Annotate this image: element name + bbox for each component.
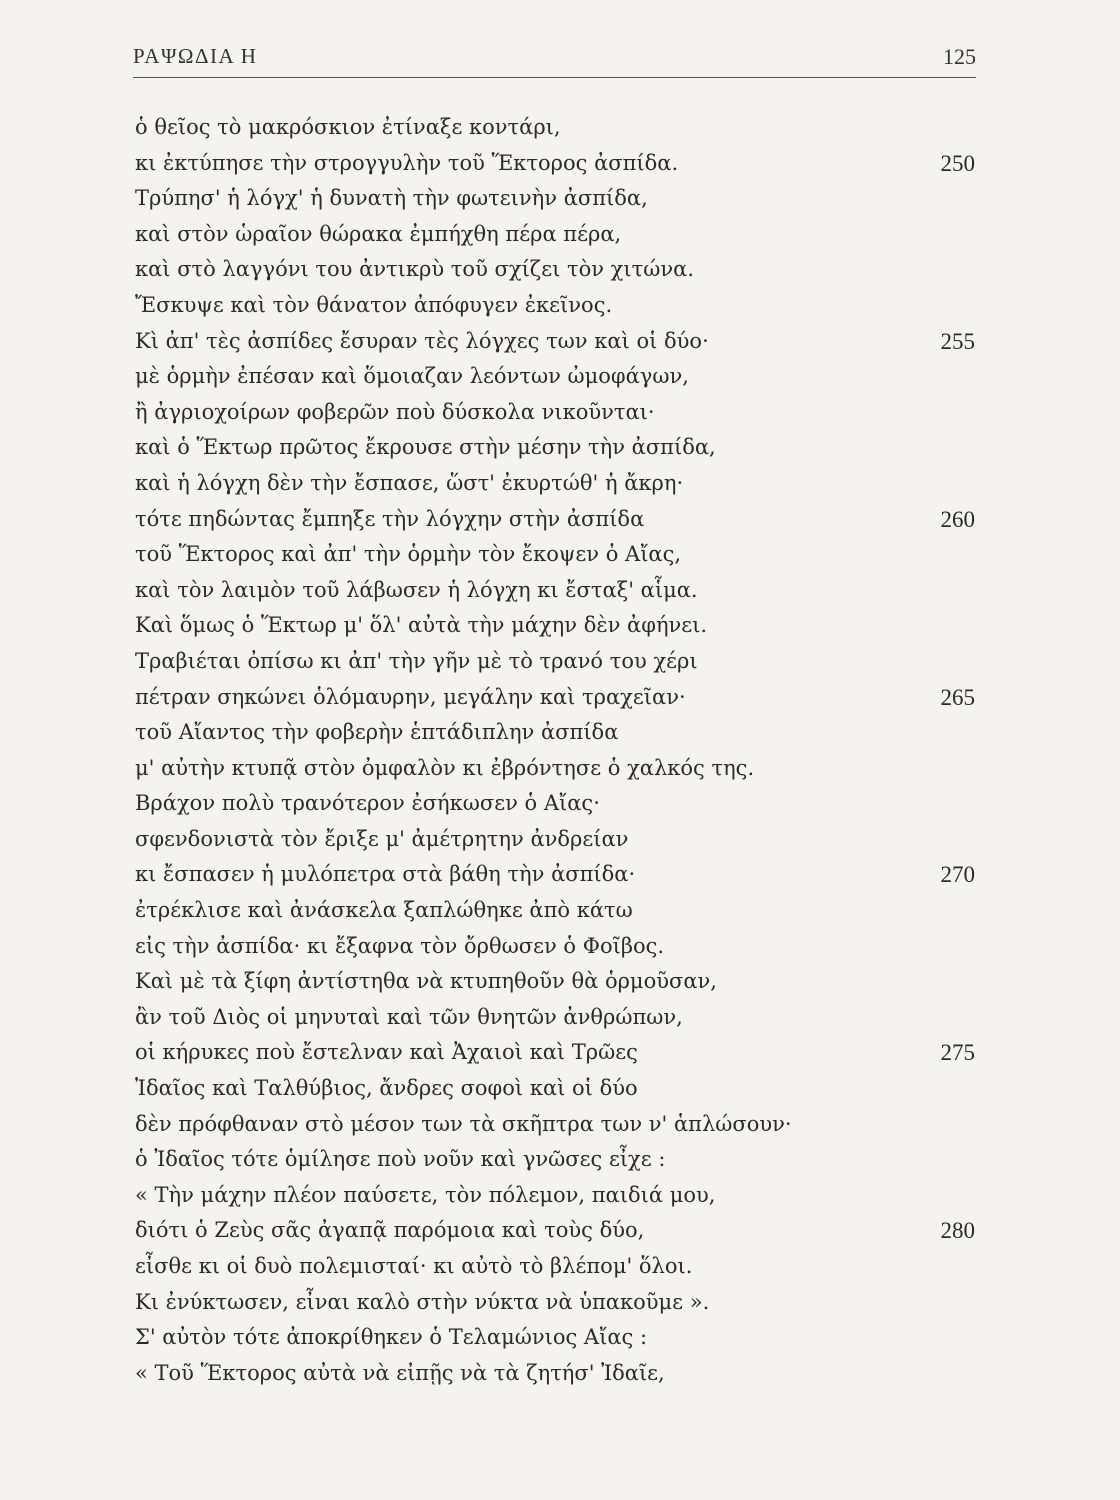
verse-text: ὁ θεῖος τὸ μακρόσκιον ἐτίναξε κοντάρι, <box>135 115 561 139</box>
line-number: 275 <box>940 1040 975 1066</box>
verse-text: τοῦ Ἕκτορος καὶ ἀπ' τὴν ὁρμὴν τὸν ἔκοψεν ὁ Αἴας, <box>135 542 682 567</box>
verse-text: Ἔσκυψε καὶ τὸν θάνατον ἀπόφυγεν ἐκεῖνος. <box>135 292 613 317</box>
verse-text: Σ' αὐτὸν τότε ἀποκρίθηκεν ὁ Τελαμώνιος Αἴας : <box>135 1325 648 1350</box>
verse-line <box>135 537 975 573</box>
verse-text: Καὶ ὅμως ὁ Ἕκτωρ μ' ὅλ' αὐτὰ τὴν μάχην δὲν ἀφήνει. <box>135 613 708 638</box>
verse-text: καὶ τὸν λαιμὸν τοῦ λάβωσεν ἡ λόγχη κι ἔσταξ' αἷμα. <box>135 577 698 602</box>
verse-line <box>135 502 975 538</box>
verse-line <box>135 893 975 929</box>
verse-text: οἱ κήρυκες ποὺ ἔστελναν καὶ Ἀχαιοὶ καὶ Τρῶες <box>135 1040 638 1065</box>
verse-line <box>135 786 975 822</box>
verse-text: κι ἔσπασεν ἡ μυλόπετρα στὰ βάθη τὴν ἀσπίδα· <box>135 862 636 887</box>
verse-text: μ' αὐτὴν κτυπᾷ στὸν ὀμφαλὸν κι ἐβρόντησε ὁ χαλκός της. <box>135 755 755 780</box>
verse-text: καὶ στὸ λαγγόνι του ἀντικρὺ τοῦ σχίζει τὸν χιτώνα. <box>135 257 695 282</box>
verse-line <box>135 288 975 324</box>
verse-text: καὶ ἡ λόγχη δὲν τὴν ἔσπασε, ὥστ' ἐκυρτώθ' ἡ ἄκρη· <box>135 470 684 495</box>
verse-line <box>135 359 975 395</box>
verse-line <box>135 430 975 466</box>
verse-line <box>135 608 975 644</box>
verse-line <box>135 929 975 965</box>
page-header <box>133 44 976 76</box>
verse-line <box>135 1035 975 1071</box>
line-number: 265 <box>940 684 975 710</box>
page-number: 125 <box>943 44 976 69</box>
verse-text: Κὶ ἀπ' τὲς ἀσπίδες ἔσυραν τὲς λόγχες των καὶ οἱ δύο· <box>135 328 709 353</box>
verse-line <box>135 822 975 858</box>
verse-line <box>135 252 975 288</box>
line-number: 255 <box>940 328 975 354</box>
verse-line <box>135 395 975 431</box>
verse-line <box>135 1178 975 1214</box>
verse-text: « Τὴν μάχην πλέον παύσετε, τὸν πόλεμον, παιδιά μου, <box>135 1182 716 1207</box>
verse-text: τοῦ Αἴαντος τὴν φοβερὴν ἑπτάδιπλην ἀσπίδα <box>135 720 619 745</box>
verse-text: Τρύπησ' ἡ λόγχ' ἡ δυνατὴ τὴν φωτεινὴν ἀσπίδα, <box>135 186 648 211</box>
header-rule <box>133 77 976 78</box>
verse-text: δὲν πρόφθαναν στὸ μέσον των τὰ σκῆπτρα των ν' ἁπλώσουν· <box>135 1111 792 1136</box>
verse-text: Βράχον πολὺ τρανότερον ἐσήκωσεν ὁ Αἴας· <box>135 791 600 816</box>
running-head: ΡΑΨΩΔΙΑ Η <box>133 44 258 68</box>
verse-line <box>135 573 975 609</box>
verse-line <box>135 1249 975 1285</box>
verse-text: Καὶ μὲ τὰ ξίφη ἀντίστηθα νὰ κτυπηθοῦν θὰ ὁρμοῦσαν, <box>135 969 717 994</box>
verse-line <box>135 1213 975 1249</box>
verse-line <box>135 1320 975 1356</box>
verse-line <box>135 644 975 680</box>
verse-line <box>135 181 975 217</box>
verse-line <box>135 1000 975 1036</box>
verse-text: καὶ ὁ Ἕκτωρ πρῶτος ἔκρουσε στὴν μέσην τὴν ἀσπίδα, <box>135 435 716 460</box>
line-number: 260 <box>940 506 975 532</box>
verse-text: καὶ στὸν ὡραῖον θώρακα ἐμπήχθη πέρα πέρα, <box>135 221 622 246</box>
verse-line <box>135 1142 975 1178</box>
verse-text: ἢ ἀγριοχοίρων φοβερῶν ποὺ δύσκολα νικοῦνται· <box>135 399 655 424</box>
verse-line <box>135 146 975 182</box>
verse-block <box>135 110 975 1391</box>
verse-text: Ἰδαῖος καὶ Ταλθύβιος, ἄνδρες σοφοὶ καὶ οἱ δύο <box>135 1076 638 1101</box>
line-number: 250 <box>940 150 975 176</box>
verse-text: διότι ὁ Ζεὺς σᾶς ἀγαπᾷ παρόμοια καὶ τοὺς δύο, <box>135 1218 645 1243</box>
verse-line <box>135 1285 975 1321</box>
verse-text: ὁ Ἰδαῖος τότε ὁμίλησε ποὺ νοῦν καὶ γνῶσες εἶχε : <box>135 1147 666 1172</box>
line-number: 280 <box>940 1218 975 1244</box>
verse-text: Κι ἐνύκτωσεν, εἶναι καλὸ στὴν νύκτα νὰ ὑπακοῦμε ». <box>135 1289 710 1314</box>
verse-text: εἶσθε κι οἱ δυὸ πολεμισταί· κι αὐτὸ τὸ βλέπομ' ὅλοι. <box>135 1254 693 1278</box>
verse-text: ἂν τοῦ Διὸς οἱ μηνυταὶ καὶ τῶν θνητῶν ἀνθρώπων, <box>135 1004 683 1029</box>
verse-line <box>135 964 975 1000</box>
line-number: 270 <box>940 862 975 888</box>
verse-text: Τραβιέται ὀπίσω κι ἀπ' τὴν γῆν μὲ τὸ τρανό του χέρι <box>135 648 698 673</box>
verse-text: τότε πηδώντας ἔμπηξε τὴν λόγχην στὴν ἀσπίδα <box>135 506 645 531</box>
verse-line <box>135 751 975 787</box>
verse-line <box>135 110 975 146</box>
verse-line <box>135 324 975 360</box>
verse-text: πέτραν σηκώνει ὁλόμαυρην, μεγάλην καὶ τραχεῖαν· <box>135 684 686 709</box>
verse-text: « Τοῦ Ἕκτορος αὐτὰ νὰ εἰπῇς νὰ τὰ ζητήσ' Ἰδαῖε, <box>135 1360 665 1385</box>
verse-text: κι ἐκτύπησε τὴν στρογγυλὴν τοῦ Ἕκτορος ἀσπίδα. <box>135 150 679 175</box>
verse-line <box>135 715 975 751</box>
verse-text: μὲ ὁρμὴν ἐπέσαν καὶ ὅμοιαζαν λεόντων ὠμοφάγων, <box>135 364 689 389</box>
verse-line <box>135 1356 975 1392</box>
verse-line <box>135 1071 975 1107</box>
verse-line <box>135 680 975 716</box>
verse-line <box>135 217 975 253</box>
verse-text: σφενδονιστὰ τὸν ἔριξε μ' ἀμέτρητην ἀνδρείαν <box>135 826 629 851</box>
verse-text: εἰς τὴν ἀσπίδα· κι ἔξαφνα τὸν ὄρθωσεν ὁ Φοῖβος. <box>135 933 665 958</box>
verse-line <box>135 1107 975 1143</box>
verse-line <box>135 857 975 893</box>
verse-text: ἐτρέκλισε καὶ ἀνάσκελα ξαπλώθηκε ἀπὸ κάτω <box>135 898 633 923</box>
verse-line <box>135 466 975 502</box>
